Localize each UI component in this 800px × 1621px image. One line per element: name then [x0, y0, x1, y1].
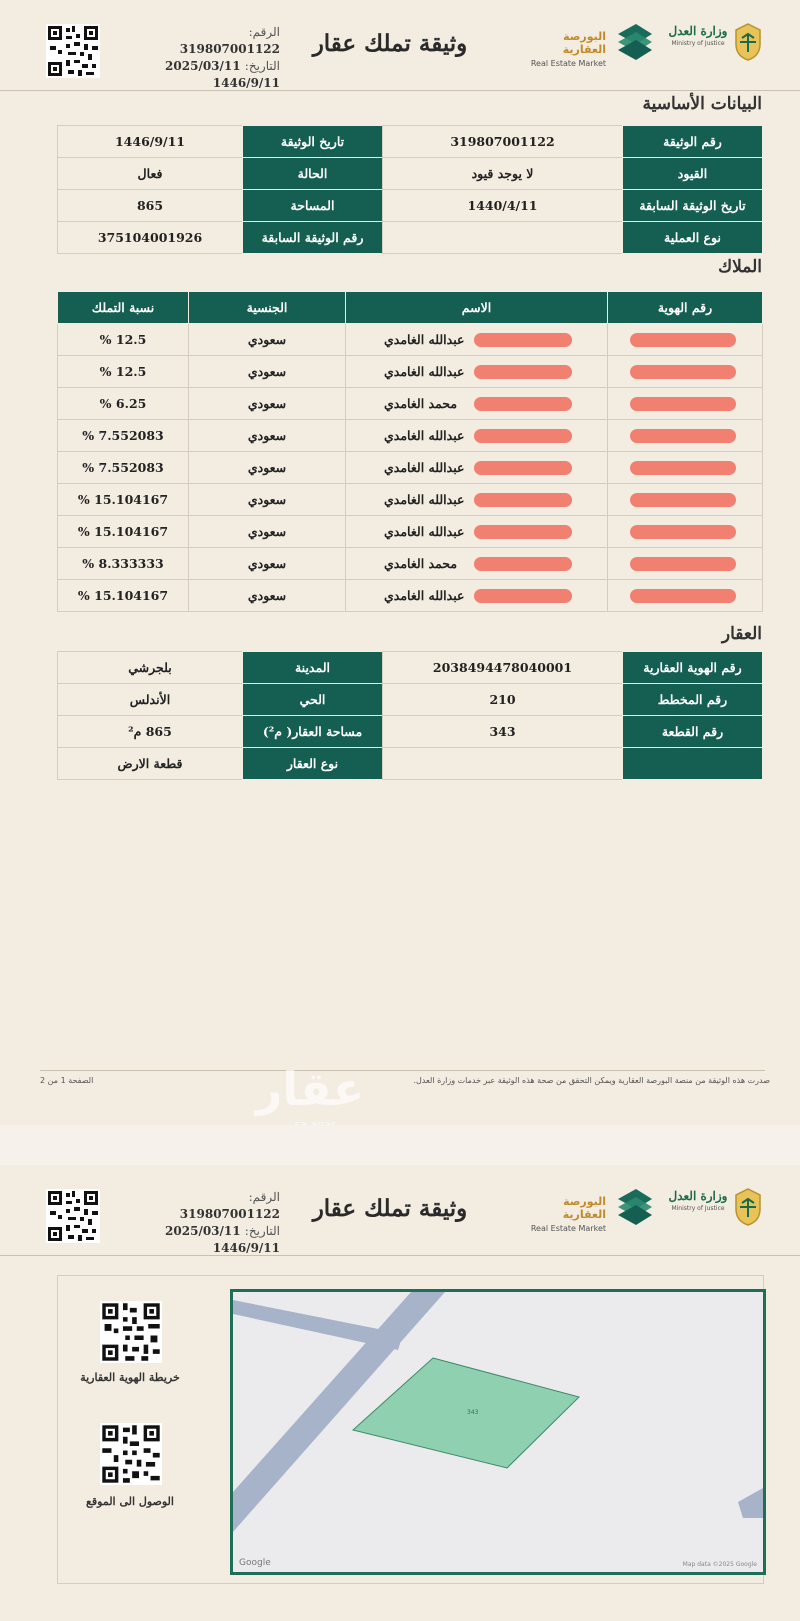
- property-info-row: [58, 716, 763, 748]
- basic-info-row: [58, 158, 763, 190]
- bourse-name-ar: البورصة العقارية: [562, 1195, 606, 1221]
- map-qr-code-icon[interactable]: [100, 1301, 162, 1363]
- basic-info-value: 319807001122: [383, 126, 623, 158]
- property-info-label: [623, 748, 763, 780]
- bourse-name-en: Real Estate Market: [530, 1224, 606, 1233]
- map-credit: Map data ©2025 Google: [682, 1561, 757, 1568]
- owner-name: محمد الغامدي: [384, 556, 458, 571]
- basic-info-row: [58, 222, 763, 254]
- owner-id-cell: [608, 580, 763, 612]
- owner-name: عبدالله الغامدي: [384, 460, 465, 475]
- date-gregorian: 2025/03/11: [165, 1224, 241, 1238]
- property-info-label: المدينة: [243, 652, 383, 684]
- property-info-value: 865 م²: [58, 716, 243, 748]
- qr-code-icon: [46, 1189, 100, 1243]
- property-info-value: [383, 748, 623, 780]
- property-info-label: الحي: [243, 684, 383, 716]
- date-label: التاريخ:: [244, 1224, 280, 1238]
- owner-share: 15.104167 %: [58, 484, 189, 516]
- owner-name-cell: [346, 420, 608, 452]
- owner-name-cell: [346, 580, 608, 612]
- moj-name-en: Ministry of Justice: [671, 1205, 725, 1212]
- owner-name: عبدالله الغامدي: [384, 364, 465, 379]
- owner-name-cell: [346, 516, 608, 548]
- property-info-label: رقم القطعة: [623, 716, 763, 748]
- parcel-map[interactable]: [230, 1289, 766, 1575]
- redaction-mark: [630, 493, 736, 507]
- redaction-mark: [474, 557, 572, 571]
- property-info-label: رقم المخطط: [623, 684, 763, 716]
- owner-id-cell: [608, 420, 763, 452]
- page-number: الصفحة 1 من 2: [40, 1076, 94, 1085]
- date-gregorian: 2025/03/11: [165, 59, 241, 73]
- document-title: وثيقة تملك عقار: [312, 30, 468, 57]
- owner-name: عبدالله الغامدي: [384, 428, 465, 443]
- redaction-mark: [630, 525, 736, 539]
- owner-share: 8.333333 %: [58, 548, 189, 580]
- basic-info-table: [57, 125, 763, 254]
- basic-info-title: البيانات الأساسية: [642, 94, 762, 114]
- owner-id-cell: [608, 324, 763, 356]
- redaction-mark: [630, 397, 736, 411]
- document-page-2: [0, 1165, 800, 1621]
- property-info-value: 343: [383, 716, 623, 748]
- owner-name-cell: [346, 484, 608, 516]
- owner-row: [58, 548, 763, 580]
- redaction-mark: [474, 461, 572, 475]
- map-qr-caption: خريطة الهوية العقارية: [80, 1371, 180, 1384]
- page-gap: [0, 1125, 800, 1165]
- owner-share: 15.104167 %: [58, 580, 189, 612]
- owner-name: عبدالله الغامدي: [384, 588, 465, 603]
- property-info-value: 210: [383, 684, 623, 716]
- parcel-number: 343: [467, 1409, 479, 1416]
- owner-share: 6.25 %: [58, 388, 189, 420]
- owners-header-cell: الجنسية: [189, 292, 346, 324]
- property-info-row: [58, 652, 763, 684]
- owner-share: 7.552083 %: [58, 452, 189, 484]
- doc-number-label: الرقم:: [248, 25, 280, 39]
- owner-id-cell: [608, 452, 763, 484]
- owner-row: [58, 452, 763, 484]
- moj-name-ar: وزارة العدل: [668, 24, 728, 38]
- property-info-row: [58, 684, 763, 716]
- owners-table: [57, 291, 763, 612]
- redaction-mark: [630, 333, 736, 347]
- basic-info-label: المساحة: [243, 190, 383, 222]
- owner-name-cell: [346, 452, 608, 484]
- document-header: [0, 0, 800, 91]
- property-info-value: الأندلس: [58, 684, 243, 716]
- owner-row: [58, 420, 763, 452]
- date-hijri: 1446/9/11: [212, 1241, 280, 1255]
- basic-info-value: لا يوجد قيود: [383, 158, 623, 190]
- property-info-label: رقم الهوية العقارية: [623, 652, 763, 684]
- bourse-logo-text: [522, 1195, 606, 1233]
- owner-nationality: سعودي: [189, 420, 346, 452]
- redaction-mark: [630, 365, 736, 379]
- owner-row: [58, 388, 763, 420]
- bourse-logo-text: [522, 30, 606, 68]
- redaction-mark: [630, 461, 736, 475]
- owner-share: 12.5 %: [58, 324, 189, 356]
- redaction-mark: [474, 429, 572, 443]
- basic-info-value: فعال: [58, 158, 243, 190]
- owner-share: 15.104167 %: [58, 516, 189, 548]
- property-info-label: مساحة العقار( م²): [243, 716, 383, 748]
- owner-id-cell: [608, 484, 763, 516]
- redaction-mark: [474, 397, 572, 411]
- basic-info-label: تاريخ الوثيقة: [243, 126, 383, 158]
- document-title: وثيقة تملك عقار: [312, 1195, 468, 1222]
- footer-note: صدرت هذه الوثيقة من منصة البورصة العقارية ويمكن التحقق من صحة هذه الوثيقة عبر خدمات وزارة العدل.: [413, 1076, 770, 1085]
- date-label: التاريخ:: [244, 59, 280, 73]
- owner-name: عبدالله الغامدي: [384, 332, 465, 347]
- date-hijri: 1446/9/11: [212, 76, 280, 90]
- owner-nationality: سعودي: [189, 548, 346, 580]
- owner-name: عبدالله الغامدي: [384, 524, 465, 539]
- document-meta-page-2: [150, 1189, 280, 1257]
- doc-number: 319807001122: [179, 1207, 280, 1221]
- owners-header-cell: رقم الهوية: [608, 292, 763, 324]
- owner-nationality: سعودي: [189, 516, 346, 548]
- location-qr-caption: الوصول الى الموقع: [86, 1495, 174, 1508]
- owner-name: عبدالله الغامدي: [384, 492, 465, 507]
- owner-row: [58, 356, 763, 388]
- basic-info-label: رقم الوثيقة: [623, 126, 763, 158]
- owner-nationality: سعودي: [189, 388, 346, 420]
- property-info-row: [58, 748, 763, 780]
- moj-name-ar: وزارة العدل: [668, 1189, 728, 1203]
- owner-nationality: سعودي: [189, 580, 346, 612]
- basic-info-label: رقم الوثيقة السابقة: [243, 222, 383, 254]
- redaction-mark: [474, 525, 572, 539]
- basic-info-label: تاريخ الوثيقة السابقة: [623, 190, 763, 222]
- moj-logo-text: [668, 24, 728, 47]
- owner-row: [58, 324, 763, 356]
- owner-name-cell: [346, 388, 608, 420]
- property-info-value: بلجرشي: [58, 652, 243, 684]
- bourse-name-ar: البورصة العقارية: [562, 30, 606, 56]
- owner-name-cell: [346, 548, 608, 580]
- owners-header-cell: الاسم: [346, 292, 608, 324]
- moj-logo-text: [668, 1189, 728, 1212]
- redaction-mark: [474, 493, 572, 507]
- basic-info-value: 375104001926: [58, 222, 243, 254]
- basic-info-value: 865: [58, 190, 243, 222]
- owner-id-cell: [608, 548, 763, 580]
- moj-emblem-icon: [730, 22, 766, 62]
- owner-row: [58, 580, 763, 612]
- owner-name-cell: [346, 356, 608, 388]
- map-graphic: [233, 1292, 763, 1572]
- owner-nationality: سعودي: [189, 356, 346, 388]
- basic-info-value: 1446/9/11: [58, 126, 243, 158]
- basic-info-value: 1440/4/11: [383, 190, 623, 222]
- redaction-mark: [474, 365, 572, 379]
- owner-nationality: سعودي: [189, 452, 346, 484]
- redaction-mark: [630, 589, 736, 603]
- bourse-logo-icon: [614, 1187, 656, 1227]
- owner-id-cell: [608, 516, 763, 548]
- property-info-label: نوع العقار: [243, 748, 383, 780]
- basic-info-label: الحالة: [243, 158, 383, 190]
- owner-name: محمد الغامدي: [384, 396, 458, 411]
- redaction-mark: [630, 429, 736, 443]
- owner-id-cell: [608, 356, 763, 388]
- watermark: عقار: [255, 1062, 365, 1116]
- document-header-page-2: [0, 1165, 800, 1256]
- owner-nationality: سعودي: [189, 484, 346, 516]
- doc-number-label: الرقم:: [248, 1190, 280, 1204]
- moj-emblem-icon: [730, 1187, 766, 1227]
- owner-row: [58, 484, 763, 516]
- redaction-mark: [474, 333, 572, 347]
- basic-info-row: [58, 126, 763, 158]
- document-meta: [150, 24, 280, 92]
- basic-info-row: [58, 190, 763, 222]
- qr-code-icon: [46, 24, 100, 78]
- redaction-mark: [474, 589, 572, 603]
- redaction-mark: [630, 557, 736, 571]
- google-logo: Google: [239, 1558, 271, 1568]
- owner-row: [58, 516, 763, 548]
- property-title: العقار: [721, 624, 762, 644]
- basic-info-value: [383, 222, 623, 254]
- owners-header-cell: نسبة التملك: [58, 292, 189, 324]
- location-qr-code-icon[interactable]: [100, 1423, 162, 1485]
- basic-info-label: القيود: [623, 158, 763, 190]
- owners-title: الملاك: [718, 257, 762, 277]
- owner-share: 12.5 %: [58, 356, 189, 388]
- property-table: [57, 651, 763, 780]
- owner-id-cell: [608, 388, 763, 420]
- basic-info-label: نوع العملية: [623, 222, 763, 254]
- property-info-value: قطعة الارض: [58, 748, 243, 780]
- owner-share: 7.552083 %: [58, 420, 189, 452]
- bourse-name-en: Real Estate Market: [530, 59, 606, 68]
- bourse-logo-icon: [614, 22, 656, 62]
- owner-name-cell: [346, 324, 608, 356]
- owner-nationality: سعودي: [189, 324, 346, 356]
- doc-number: 319807001122: [179, 42, 280, 56]
- property-info-value: 2038494478040001: [383, 652, 623, 684]
- moj-name-en: Ministry of Justice: [671, 40, 725, 47]
- footer-divider: [40, 1070, 765, 1071]
